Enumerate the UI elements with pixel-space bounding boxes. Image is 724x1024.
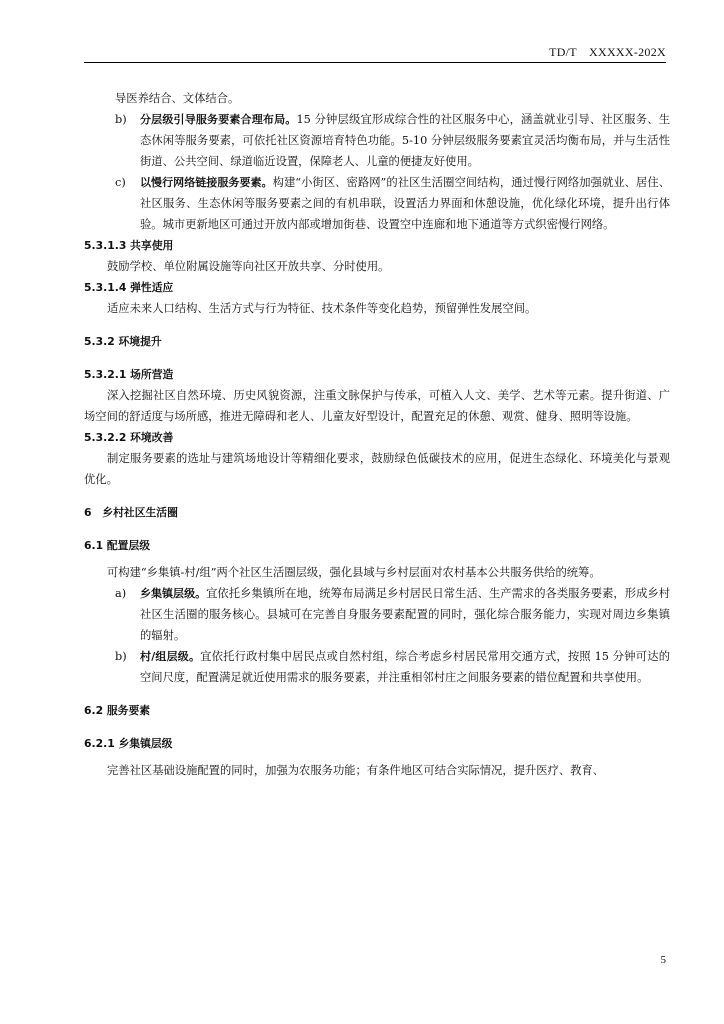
list-item-b — [84, 109, 670, 172]
list-marker: c) — [115, 176, 126, 189]
item-text: 宜依托乡集镇所在地，统筹布局满足乡村居民日常生活、生产需求的各类服务要素，形成乡村社区生活圈的服务核心。县城可在完善自身服务要素配置的同时，强化综合服务能力，实现对周边乡集镇的辐射。 — [140, 587, 670, 642]
list-marker: b) — [115, 650, 127, 663]
item-title: 乡集镇层级。 — [140, 587, 207, 600]
page-number: 5 — [660, 954, 666, 966]
paragraph: 深入挖掘社区自然环境、历史风貌资源，注重文脉保护与传承，可植入人文、美学、艺术等元素。提升街道、广场空间的舒适度与场所感，推进无障碍和老人、儿童友好型设计，配置充足的休憩、观赏、健身、照明等设施。 — [84, 389, 670, 423]
heading-6: 6 乡村社区生活圈 — [84, 506, 178, 519]
list-item-b6 — [84, 646, 670, 688]
paragraph: 适应未来人口结构、生活方式与行为特征、技术条件等变化趋势，预留弹性发展空间。 — [107, 302, 537, 315]
list-item-a6 — [84, 583, 670, 646]
item-title: 分层级引导服务要素合理布局。 — [140, 113, 297, 126]
paragraph: 完善社区基础设施配置的同时，加强为农服务功能；有条件地区可结合实际情况，提升医疗、教育、 — [107, 764, 605, 777]
page-body — [84, 88, 670, 781]
list-item-c — [84, 172, 670, 235]
heading-6-2: 6.2 服务要素 — [84, 704, 151, 717]
heading-5-3-1-3: 5.3.1.3 共享使用 — [84, 239, 174, 252]
document-code: TD/T XXXXX-202X — [549, 45, 666, 59]
list-marker: b) — [115, 113, 127, 126]
heading-5-3-2-1: 5.3.2.1 场所营造 — [84, 368, 174, 381]
list-marker: a) — [115, 587, 127, 600]
paragraph-continuation: 导医养结合、文体结合。 — [115, 92, 240, 105]
heading-5-3-1-4: 5.3.1.4 弹性适应 — [84, 281, 174, 294]
paragraph: 可构建“乡集镇-村/组”两个社区生活圈层级，强化县域与乡村层面对农村基本公共服务供给的统筹。 — [107, 566, 601, 579]
heading-6-2-1: 6.2.1 乡集镇层级 — [84, 737, 173, 750]
heading-6-1: 6.1 配置层级 — [84, 539, 151, 552]
item-title: 以慢行网络链接服务要素。 — [140, 176, 273, 189]
item-text: 构建“小街区、密路网”的社区生活圈空间结构，通过慢行网络加强就业、居住、社区服务、生态休闲等服务要素之间的有机串联，设置活力界面和休憩设施，优化绿化环境，提升出行体验。城市更新地区可通过开放内部或增加街巷、设置空中连廊和地下通道等方式织密慢行网络。 — [140, 176, 671, 231]
item-text: 宜依托行政村集中居民点或自然村组，综合考虑乡村居民常用交通方式，按照 15 分钟可达的空间尺度，配置满足就近使用需求的服务要素，并注重相邻村庄之间服务要素的错位配置和共享使用。 — [140, 650, 670, 684]
item-title: 村/组层级。 — [140, 650, 201, 663]
heading-5-3-2: 5.3.2 环境提升 — [84, 335, 162, 348]
paragraph: 制定服务要素的选址与建筑场地设计等精细化要求，鼓励绿色低碳技术的应用，促进生态绿化、环境美化与景观优化。 — [84, 452, 670, 486]
paragraph: 鼓励学校、单位附属设施等向社区开放共享、分时使用。 — [107, 260, 390, 273]
heading-5-3-2-2: 5.3.2.2 环境改善 — [84, 431, 174, 444]
item-text: 15 分钟层级宜形成综合性的社区服务中心，涵盖就业引导、社区服务、生态休闲等服务要素，可依托社区资源培育特色功能。5-10 分钟层级服务要素宜灵活均衡布局，并与生活性街道、公共空间、绿道临近设置，保障老人、儿童的便捷友好使用。 — [140, 113, 670, 168]
header-rule — [84, 62, 666, 63]
